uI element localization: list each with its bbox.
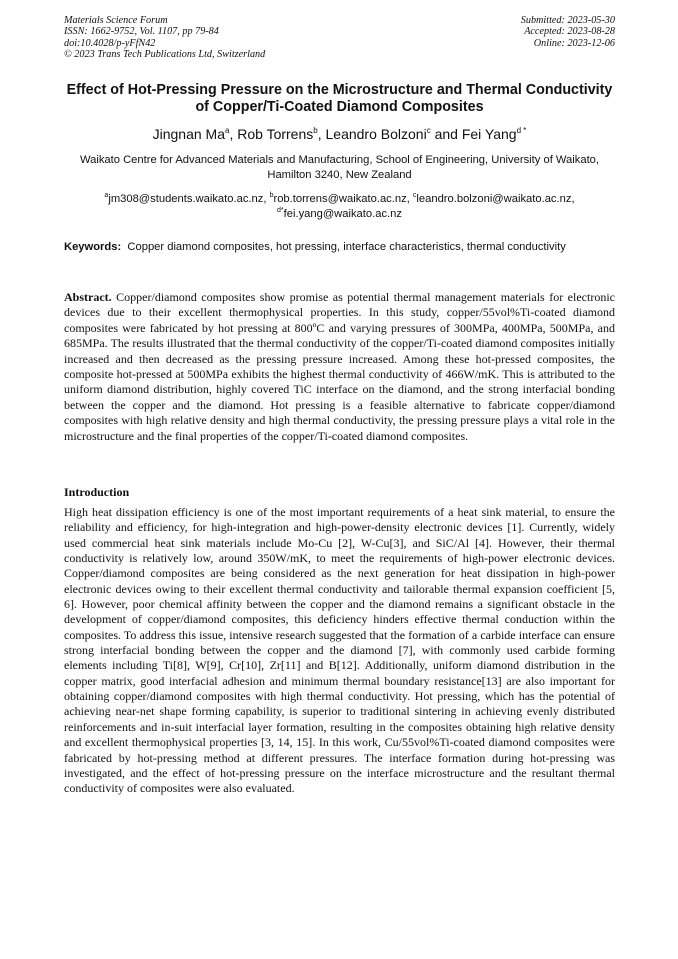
author-sup: b	[313, 126, 318, 135]
journal-copyright: © 2023 Trans Tech Publications Ltd, Switzerland	[64, 49, 266, 61]
author-name: Leandro Bolzoni	[325, 126, 427, 142]
paper-title: Effect of Hot-Pressing Pressure on the Microstructure and Thermal Conductivity of Copper/Ti-Coated Diamond Composites	[66, 82, 613, 115]
email-link[interactable]: fei.yang@waikato.ac.nz	[283, 208, 402, 220]
email-sup: a	[104, 192, 109, 199]
author-sup: a	[225, 126, 230, 135]
email-sup: c	[412, 192, 417, 199]
author-emails: $^a$jm308@students.waikato.ac.nz, $^b$rob.torrens@waikato.ac.nz, $^c$leandro.bolzoni@waikato.ac.nz, $^{d*}$fei.yang@waikato.ac.nz	[104, 192, 575, 220]
author-name: Fei Yang	[461, 126, 517, 142]
introduction-text: High heat dissipation efficiency is one of the most important requirements of a heat sink material, to ensure the reliability and efficiency, for high-integration and high-power-density electronic devices [1]. Currently, widely used commercial heat sink materials include Mo-Cu [2], W-Cu[3], and SiC/Al [4]. However, their thermal conductivity is relatively low, around 350W/mK, to meet the requirements of high-power electronic devices. Copper/diamond composites are being considered as the next generation for heat dissipation in high-power electronic devices owing to their excellent thermal conductivity and tailorable thermal expansion coefficient [5, 6]. However, poor chemical affinity between the copper and the diamond remains a significant obstacle in the development of copper/diamond composites, this deficiency hinders effective thermal conduction within the composites. To address this issue, intensive research suggested that the formation of a carbide interface can ensure strong interfacial bonding between the copper and the diamond [7], with commonly used carbide forming elements including Ti[8], W[9], Cr[10], Zr[11] and B[12]. Additionally, uniform diamond distribution in the copper matrix, good interfacial adhesion and minimum thermal boundary resistance[13] are also important for obtaining copper/diamond composites with high thermal conductivity. Hot pressing, which has the potential of achieving near-net shape forming capability, is superior to traditional sintering in achieving evenly distributed reinforcements and in-suit interfacial layer formation, resulting in the composites obtaining high relative density and excellent thermophysical properties [3, 14, 15]. In this work, Cu/55vol%Ti-coated diamond composites were fabricated by hot-pressing method at different pressures. The interface formation during hot-pressing was investigated, and the effect of hot-pressing pressure on the interface microstructure and the resultant thermal conductivity of composites were also evaluated.	[64, 505, 615, 796]
author-name: Rob Torrens	[237, 126, 314, 142]
author-sup: d *	[516, 126, 527, 135]
journal-info	[64, 15, 265, 61]
email-link[interactable]: rob.torrens@waikato.ac.nz	[273, 193, 407, 205]
affiliation: Waikato Centre for Advanced Materials and Manufacturing, School of Engineering, University of Waikato, Hamilton 3240, New Zealand	[79, 154, 600, 181]
author-separator: ,	[317, 126, 326, 142]
abstract	[64, 290, 615, 444]
submitted-date: Submitted: 2023-05-30	[520, 15, 615, 26]
journal-name: Materials Science Forum	[64, 15, 168, 26]
submission-dates	[521, 15, 615, 49]
author-and: and	[430, 126, 462, 142]
author-separator: ,	[229, 126, 238, 142]
email-sup: d*	[277, 207, 284, 214]
email-link[interactable]: jm308@students.waikato.ac.nz	[108, 193, 264, 205]
journal-issn: ISSN: 1662-9752, Vol. 1107, pp 79-84	[64, 26, 219, 38]
accepted-date: Accepted: 2023-08-28	[524, 26, 615, 38]
author-list	[64, 125, 615, 143]
author-sup: c	[426, 126, 431, 135]
introduction-heading: Introduction	[64, 485, 130, 499]
abstract-label: Abstract.	[64, 290, 112, 304]
author-name: Jingnan Ma	[152, 126, 226, 142]
email-link[interactable]: leandro.bolzoni@waikato.ac.nz	[416, 193, 572, 205]
email-sup: b	[269, 192, 274, 199]
keywords-text: Copper diamond composites, hot pressing, interface characteristics, thermal conductivity	[127, 241, 566, 253]
keywords	[64, 240, 615, 255]
online-date: Online: 2023-12-06	[533, 37, 615, 49]
journal-doi[interactable]: doi:10.4028/p-yFfN42	[64, 37, 156, 49]
abstract-text: Copper/diamond composites show promise as potential thermal management materials for electronic devices due to their excellent thermophysical properties. In this study, copper/55vol%Ti-coated diamond composites were fabricated by hot pressing at 800ºC and varying pressures of 300MPa, 400MPa, 500MPa, and 685MPa. The results illustrated that the thermal conductivity of the copper/Ti-coated diamond composites initially increased and then decreased as the pressing pressure increased. Among these hot-pressed composites, the composite hot-pressed at 500MPa exhibits the highest thermal conductivity of 466W/mK. This is attributed to the uniform diamond distribution, highly covered TiC interface on the diamond, and the strong interfacial bonding between the copper and the diamond. Hot pressing is a feasible alternative to fabricate copper/diamond composites with high relative density and high thermal conductivity, the pressing pressure plays a vital role in the microstructure and the final properties of the copper/Ti-coated diamond composites.	[64, 290, 615, 443]
keywords-label: Keywords:	[64, 241, 122, 253]
